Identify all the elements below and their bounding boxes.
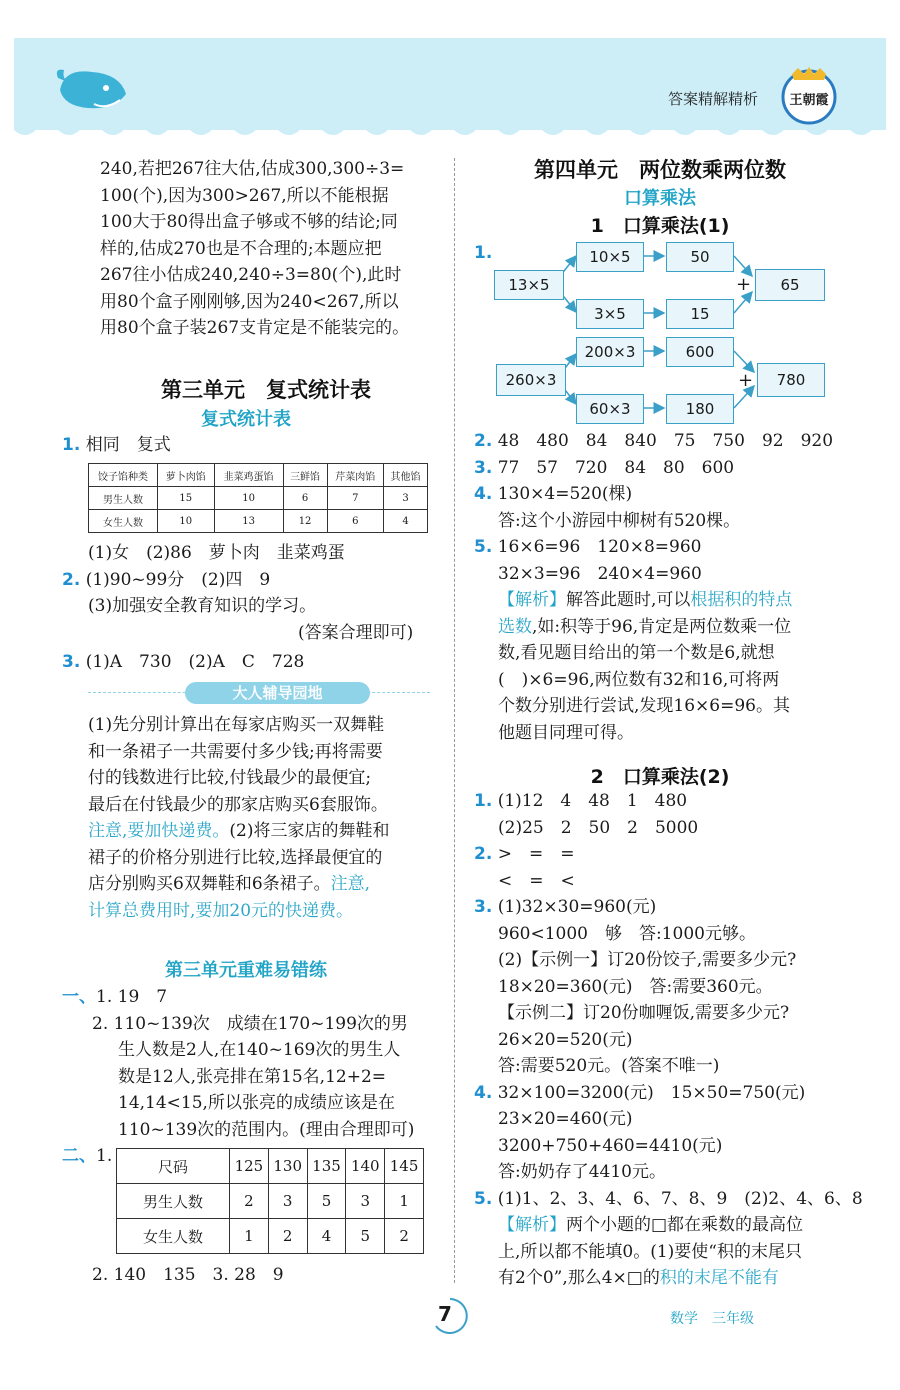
answer-text: < = <	[498, 870, 575, 891]
text-line: 个数分别进行尝试,发现16×6=96。其	[498, 696, 790, 716]
table-cell: 尺码	[117, 1149, 230, 1184]
question-number: 4.	[474, 1082, 493, 1103]
text-line: 他题目同理可得。	[498, 722, 634, 743]
lesson1-title: 1 口算乘法(1)	[590, 215, 730, 237]
answer-text: (3)加强安全教育知识的学习。	[88, 596, 317, 616]
answer-text: (2)25 2 50 2 5000	[498, 817, 699, 838]
text-line: 用80个盒子刚刚够,因为240<267,所以	[100, 291, 399, 312]
answer-text: 3200+750+460=4410(元)	[498, 1135, 723, 1156]
question-number: 1.	[474, 791, 493, 811]
table-cell: 135	[307, 1149, 346, 1184]
plus-sign: +	[738, 370, 754, 391]
tip-label-badge: 大人辅导园地	[185, 682, 370, 704]
table-cell: 125	[230, 1149, 269, 1184]
text-line: 店分别购买6双舞鞋和6条裙子。	[88, 874, 331, 894]
table-header-row	[89, 464, 428, 487]
table-cell: 10	[214, 487, 283, 510]
table-cell: 饺子馅种类	[89, 464, 158, 487]
table-cell: 韭菜鸡蛋馅	[214, 464, 283, 487]
text-line: 裙子的价格分别进行比较,选择最便宜的	[88, 847, 383, 868]
table-cell: 女生人数	[117, 1219, 230, 1254]
table-cell: 芹菜肉馅	[327, 464, 384, 487]
table-cell: 7	[327, 487, 384, 510]
table-cell: 男生人数	[89, 487, 158, 510]
answer-text: 1. 19 7	[96, 987, 168, 1007]
text-line: ( )×6=96,两位数有32和16,可将两	[498, 669, 780, 690]
answer-text: 答:需要520元。(答案不唯一)	[498, 1056, 720, 1076]
answer-text: 130×4=520(棵)	[497, 484, 633, 504]
analysis-tag: 【解析】	[498, 590, 566, 610]
diagram-box: 780	[757, 363, 825, 397]
text-line: 240,若把267往大估,估成300,300÷3=	[100, 159, 405, 179]
highlight-text: 积的末尾不能有	[659, 1268, 779, 1288]
answer-text: (1)女 (2)86 萝卜肉 韭菜鸡蛋	[88, 543, 345, 563]
table-row	[89, 510, 428, 533]
column-divider	[454, 158, 455, 1283]
table-cell: 140	[346, 1149, 385, 1184]
text-line: 267往小估成240,240÷3=80(个),此时	[100, 265, 402, 285]
error-practice-title: 第三单元重难易错练	[165, 960, 327, 981]
table-cell: 2	[230, 1184, 269, 1219]
text-line: 和一条裙子一共需要付多少钱;再将需要	[88, 741, 383, 762]
answer-text: 答:奶奶存了4410元。	[498, 1162, 666, 1182]
text-line: 2. 110~139次 成绩在170~199次的男	[92, 1013, 408, 1034]
text-line: 样的,估成270也是不合理的;本题应把	[100, 238, 382, 259]
unit3-title: 第三单元 复式统计表	[161, 378, 371, 402]
text-line: ,如:积等于96,肯定是两位数乘一位	[532, 616, 792, 637]
size-table	[116, 1148, 424, 1254]
table-cell: 其他馅	[384, 464, 428, 487]
answer-text: (2)【示例一】订20份饺子,需要多少元?	[498, 950, 797, 970]
table-cell: 10	[158, 510, 215, 533]
text-line: 数,看见题目给出的第一个数是6,就想	[498, 643, 775, 663]
lesson2-title: 2 口算乘法(2)	[590, 766, 730, 788]
table-cell: 2	[385, 1219, 424, 1254]
diagram-box: 200×3	[576, 337, 644, 367]
table-header-row	[117, 1149, 424, 1184]
question-number: 3.	[62, 652, 81, 672]
header-title: 答案精解精析	[668, 90, 759, 108]
table-cell: 男生人数	[117, 1184, 230, 1219]
diagram-box: 600	[666, 337, 734, 367]
text-line: 110~139次的范围内。(理由合理即可)	[118, 1119, 415, 1140]
answer-text: 77 57 720 84 80 600	[497, 457, 735, 478]
answer-text: (1)12 4 48 1 480	[497, 791, 688, 811]
table-cell: 6	[283, 487, 327, 510]
answer-text: (1)32×30=960(元)	[497, 897, 657, 917]
question-number: 3.	[474, 457, 493, 478]
diagram-box: 60×3	[576, 394, 644, 424]
table-cell: 15	[158, 487, 215, 510]
highlight-text: 选数	[498, 616, 532, 637]
svg-text:王朝霞: 王朝霞	[789, 93, 829, 108]
multiplication-diagram-arrows	[490, 236, 830, 432]
answer-text: 48 480 84 840 75 750 92 920	[497, 431, 834, 451]
answer-text: (1)90~99分 (2)四 9	[85, 569, 271, 590]
text-line: 100(个),因为300>267,所以不能根据	[100, 185, 389, 206]
question-number: 二、	[62, 1146, 96, 1166]
footer-subject: 数学 三年级	[670, 1311, 754, 1327]
table-cell: 6	[327, 510, 384, 533]
question-number: 2.	[62, 569, 81, 590]
text-line: 数是12人,张亮排在第15名,12+2=	[118, 1066, 387, 1087]
lesson2-answers	[474, 788, 863, 1292]
table-row	[117, 1219, 424, 1254]
diagram-box: 65	[755, 269, 825, 301]
question-number: 4.	[474, 484, 493, 504]
highlight-text: 计算总费用时,要加20元的快递费。	[88, 900, 354, 921]
text-line: 付的钱数进行比较,付钱最少的最便宜;	[88, 768, 372, 788]
lesson1-answers	[474, 428, 833, 746]
unit4-section-title: 口算乘法	[624, 188, 696, 209]
answer-text: (1)1、2、3、4、6、7、8、9 (2)2、4、6、8	[497, 1188, 863, 1209]
table-cell: 1	[230, 1219, 269, 1254]
answer-text: 23×20=460(元)	[498, 1109, 633, 1129]
table-cell: 三鲜馅	[283, 464, 327, 487]
answer-text: 32×100=3200(元) 15×50=750(元)	[497, 1082, 806, 1103]
text-line: 100大于80得出盒子够或不够的结论;同	[100, 212, 398, 232]
table-cell: 12	[283, 510, 327, 533]
left-intro	[100, 156, 409, 342]
answer-text: 26×20=520(元)	[498, 1029, 633, 1050]
highlight-text: 注意,	[330, 874, 371, 894]
table-cell: 130	[268, 1149, 307, 1184]
brand-logo	[778, 64, 840, 126]
highlight-text: 注意,要加快递费。	[88, 821, 230, 841]
text-line: 解答此题时,可以	[566, 590, 691, 610]
text-line: 用80个盒子装267支肯定是不能装完的。	[100, 318, 410, 338]
answer-text: 2. 140 135 3. 28 9	[92, 1265, 284, 1285]
diagram-box: 180	[666, 394, 734, 424]
table-cell: 3	[268, 1184, 307, 1219]
text-line: 两个小题的□都在乘数的最高位	[566, 1215, 804, 1235]
text-line: (2)将三家店的舞鞋和	[229, 821, 390, 841]
text-line: 生人数是2人,在140~169次的男生人	[118, 1040, 401, 1060]
page-number: 7	[438, 1302, 452, 1326]
table-cell: 2	[268, 1219, 307, 1254]
diagram-box: 260×3	[496, 364, 566, 396]
text-line: (1)先分别计算出在每家店购买一双舞鞋	[88, 715, 385, 735]
header-wave-border	[14, 124, 886, 144]
table-cell: 1	[385, 1184, 424, 1219]
table-cell: 3	[384, 487, 428, 510]
error-practice-block	[62, 984, 414, 1170]
answer-text: 1.	[96, 1146, 113, 1166]
page-header-band	[14, 38, 886, 130]
question-number: 一、	[62, 987, 96, 1007]
diagram-box: 13×5	[494, 270, 564, 300]
table-cell: 萝卜肉馅	[158, 464, 215, 487]
tip-text	[88, 712, 390, 924]
highlight-text: 根据积的特点	[690, 590, 793, 610]
answer-text: (1)A 730 (2)A C 728	[85, 652, 305, 672]
answer-text: > = =	[497, 844, 575, 864]
table-row	[89, 487, 428, 510]
question-number: 5.	[474, 1188, 493, 1209]
dumpling-table	[88, 463, 428, 533]
unit4-title: 第四单元 两位数乘两位数	[534, 158, 786, 182]
q1-line	[62, 432, 171, 459]
answer-text: 32×3=96 240×4=960	[498, 563, 702, 584]
table-row	[117, 1184, 424, 1219]
answer-text: 960<1000 够 答:1000元够。	[498, 923, 756, 944]
answer-text: 【示例二】订20份咖喱饭,需要多少元?	[498, 1003, 790, 1023]
diagram-box: 50	[666, 242, 734, 272]
answer-text: 相同 复式	[85, 435, 171, 455]
table-cell: 13	[214, 510, 283, 533]
diagram-box: 15	[666, 299, 734, 329]
question-number: 1.	[62, 435, 81, 455]
question-number: 3.	[474, 897, 493, 917]
error-q2-q3	[92, 1262, 284, 1289]
question-number: 1.	[474, 243, 493, 263]
question-number: 2.	[474, 431, 493, 451]
plus-sign: +	[736, 274, 752, 295]
table-cell: 5	[346, 1219, 385, 1254]
table-cell: 145	[385, 1149, 424, 1184]
answer-text: 16×6=96 120×8=960	[497, 537, 702, 557]
question-number: 5.	[474, 537, 493, 557]
text-line: 有2个0”,那么4×□的	[498, 1268, 660, 1288]
whale-icon	[54, 60, 134, 116]
table-cell: 4	[384, 510, 428, 533]
diagram-box: 3×5	[576, 299, 644, 329]
table-cell: 女生人数	[89, 510, 158, 533]
analysis-tag: 【解析】	[498, 1215, 566, 1235]
table-cell: 3	[346, 1184, 385, 1219]
text-line: 上,所以都不能填0。(1)要使“积的末尾只	[498, 1241, 802, 1262]
table-cell: 5	[307, 1184, 346, 1219]
answer-text: 18×20=360(元) 答:需要360元。	[498, 976, 773, 997]
table-cell: 4	[307, 1219, 346, 1254]
diagram-box: 10×5	[576, 242, 644, 272]
text-line: 最后在付钱最少的那家店购买6套服饰。	[88, 794, 388, 815]
answer-text: 答:这个小游园中柳树有520棵。	[498, 510, 741, 531]
q1-q3-block	[62, 540, 413, 676]
unit3-section-title: 复式统计表	[201, 409, 291, 430]
question-number: 2.	[474, 844, 493, 864]
answer-note: (答案合理即可)	[298, 622, 414, 643]
text-line: 14,14<15,所以张亮的成绩应该是在	[118, 1093, 395, 1113]
